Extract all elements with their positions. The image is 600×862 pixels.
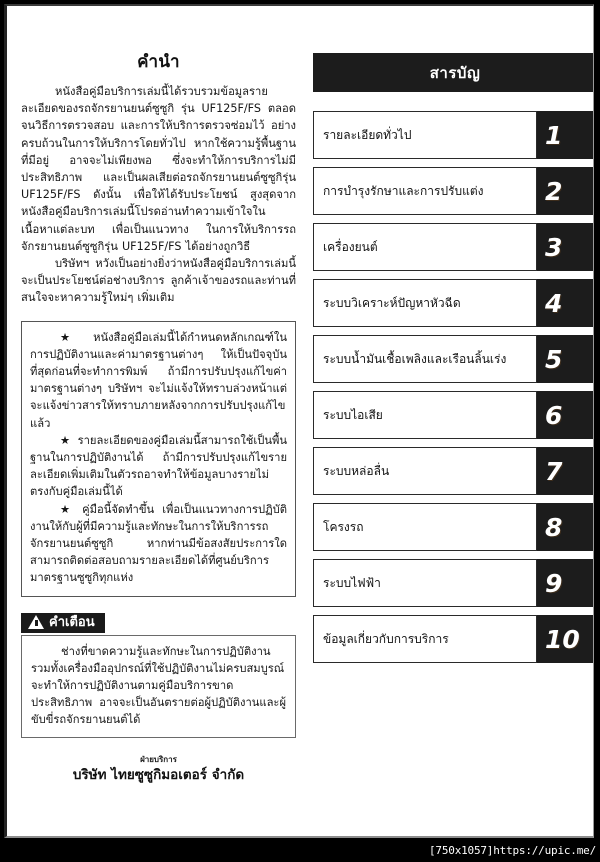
contents-row[interactable] — [313, 279, 594, 327]
contents-item-label: การบำรุงรักษาและการปรับแต่ง — [313, 167, 537, 215]
contents-item-number: 9 — [537, 559, 594, 607]
contents-row[interactable] — [313, 111, 594, 159]
contents-item-label: รายละเอียดทั่วไป — [313, 111, 537, 159]
contents-item-label: เครื่องยนต์ — [313, 223, 537, 271]
contents-item-number: 1 — [537, 111, 594, 159]
note-item-2: ★ รายละเอียดของคู่มือเล่มนี้สามารถใช้เป็นพื้นฐานในการปฏิบัติงานได้ ถ้ามีการปรับปรุงแก้ไขรายละเอียดเพิ่มเติมในตัวรถอาจทำให้ข้อมูลบางรายไม่ตรงกับคู่มือเล่มนี้ได้ — [30, 433, 287, 499]
contents-row[interactable] — [313, 503, 594, 551]
page-title: คำนำ — [137, 52, 180, 72]
contents-column — [313, 6, 594, 836]
contents-header: สารบัญ — [313, 53, 594, 92]
manual-page-sheet — [4, 4, 594, 838]
warning-header — [21, 613, 105, 633]
contents-item-label: ระบบหล่อลื่น — [313, 447, 537, 495]
preface-column — [21, 22, 296, 785]
contents-item-label: ข้อมูลเกี่ยวกับการบริการ — [313, 615, 537, 663]
contents-item-number: 5 — [537, 335, 594, 383]
contents-row[interactable] — [313, 559, 594, 607]
preface-body — [21, 83, 296, 307]
contents-row[interactable] — [313, 391, 594, 439]
contents-row[interactable] — [313, 167, 594, 215]
contents-item-number: 10 — [537, 615, 594, 663]
contents-item-number: 8 — [537, 503, 594, 551]
note-box — [21, 321, 296, 597]
warning-label: คำเตือน — [49, 614, 95, 630]
contents-list — [313, 111, 594, 671]
warning-section — [21, 613, 296, 739]
note-item-1: ★ หนังสือคู่มือเล่มนี้ได้กำหนดหลักเกณฑ์ในการปฏิบัติงานและค่ามาตรฐานต่างๆ ให้เป็นปัจจุบันที่สุดก่อนที่จะทำการพิมพ์ ถ้ามีการปรับปรุงแก้ไขค่ามาตรฐานต่างๆ บริษัทฯ จะไม่แจ้งให้ทราบล่วงหน้าแต่จะแจ้งข่าวสารให้ทราบภายหลังจากการปรับปรุงแก้ไขแล้ว — [30, 330, 287, 430]
contents-item-number: 2 — [537, 167, 594, 215]
signature-department: ฝ่ายบริการ — [140, 755, 177, 765]
contents-item-number: 4 — [537, 279, 594, 327]
contents-item-label: ระบบไฟฟ้า — [313, 559, 537, 607]
warning-text: ช่างที่ขาดความรู้และทักษะในการปฏิบัติงานรวมทั้งเครื่องมืออุปกรณ์ที่ใช้ปฏิบัติงานไม่ครบสมบูรณ์จะทำให้การปฏิบัติงานตามคู่มือบริการขาดประสิทธิภาพ อาจจะเป็นอันตรายต่อผู้ปฏิบัติงานและผู้ขับขี่รถจักรยานยนต์ได้ — [31, 645, 286, 727]
contents-item-label: โครงรถ — [313, 503, 537, 551]
contents-item-label: ระบบน้ำมันเชื้อเพลิงและเรือนลิ้นเร่ง — [313, 335, 537, 383]
contents-item-number: 3 — [537, 223, 594, 271]
contents-row[interactable] — [313, 447, 594, 495]
contents-row[interactable] — [313, 335, 594, 383]
contents-item-number: 7 — [537, 447, 594, 495]
signature-company: บริษัท ไทยซูซูกิมอเตอร์ จำกัด — [72, 767, 245, 784]
watermark: [750x1057]https://upic.me/ — [426, 842, 598, 860]
preface-paragraph-2: บริษัทฯ หวังเป็นอย่างยิ่งว่าหนังสือคู่มือบริการเล่มนี้จะเป็นประโยชน์ต่อช่างบริการ ลูกค้าเจ้าของรถและท่านที่สนใจจะหาความรู้ใหม่ๆ เพิ่มเติม — [21, 257, 296, 305]
preface-paragraph-1: หนังสือคู่มือบริการเล่มนี้ได้รวบรวมข้อมูลรายละเอียดของรถจักรยานยนต์ซูซูกิ รุ่น UF125F/FS ตลอดจนวิธีการตรวจสอบ และการให้บริการตรวจซ่อมไว้ อย่างครบถ้วนในการให้บริการโดยทั่วไป หากใช้ความรู้พื้นฐาน ที่มีอยู่ อาจจะไม่เพียงพอ ซึ่งจะทำให้การบริการไม่มีประสิทธิภาพ และเป็นผลเสียต่อรถจักรยานยนต์ซูซูกิรุ่น UF125F/FS ดังนั้น เพื่อให้ได้รับประโยชน์ สูงสุดจากหนังสือคู่มือบริการเล่มนี้โปรดอ่านทำความเข้าใจในเนื้อหาแต่ละบท เพื่อเป็นแนวทาง ในการให้บริการรถจักรยานยนต์ซูซูกิรุ่น UF125F/FS ได้อย่างถูกวิธี — [21, 85, 296, 253]
contents-row[interactable] — [313, 615, 594, 663]
contents-item-label: ระบบวิเคราะห์ปัญหาหัวฉีด — [313, 279, 537, 327]
signature-block — [21, 754, 296, 785]
page-columns — [7, 6, 593, 836]
note-item-3: ★ คู่มือนี้จัดทำขึ้น เพื่อเป็นแนวทางการปฏิบัติงานให้กับผู้ที่มีความรู้และทักษะในการให้บริการรถจักรยานยนต์ซูซูกิ หากท่านมีข้อสงสัยประการใดสามารถติดต่อสอบถามรายละเอียดได้ที่ศูนย์บริการมาตรฐานซูซูกิทุกแห่ง — [30, 502, 287, 585]
warning-box — [21, 635, 296, 738]
contents-item-label: ระบบไอเสีย — [313, 391, 537, 439]
contents-item-number: 6 — [537, 391, 594, 439]
warning-triangle-icon — [28, 615, 44, 629]
contents-row[interactable] — [313, 223, 594, 271]
